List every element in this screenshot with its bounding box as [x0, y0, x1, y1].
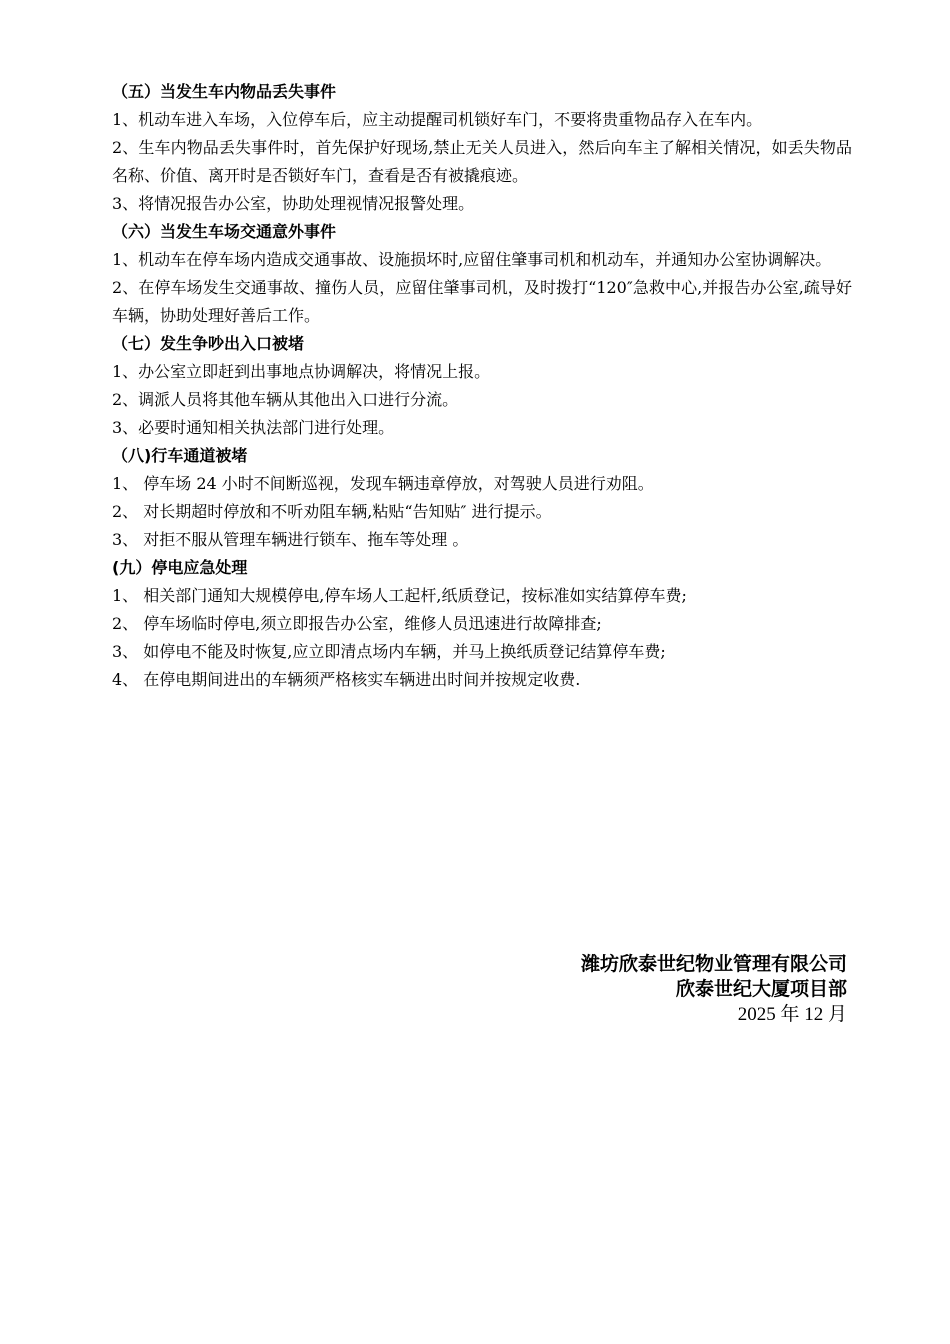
list-item: 2、在停车场发生交通事故、撞伤人员，应留住肇事司机，及时拨打“120″急救中心,并报告办公室,疏导好车辆，协助处理好善后工作。 [112, 278, 852, 325]
list-item: 3、必要时通知相关执法部门进行处理。 [112, 418, 395, 437]
list-item: 2、生车内物品丢失事件时，首先保护好现场,禁止无关人员进入，然后向车主了解相关情况，如丢失物品名称、价值、离开时是否锁好车门，查看是否有被撬痕迹。 [112, 138, 852, 185]
list-item: 3、将情况报告办公室，协助处理视情况报警处理。 [112, 194, 475, 213]
list-item: 2、调派人员将其他车辆从其他出入口进行分流。 [112, 390, 459, 409]
section-heading: （七）发生争吵出入口被堵 [112, 334, 305, 353]
department-name: 欣泰世纪大厦项目部 [675, 978, 847, 1000]
section-heading: (九）停电应急处理 [112, 558, 248, 577]
section-8 [112, 442, 852, 554]
section-9 [112, 554, 852, 694]
section-6 [112, 218, 852, 330]
list-item: 3、 如停电不能及时恢复,应立即清点场内车辆，并马上换纸质登记结算停车费; [112, 642, 666, 661]
section-heading: （六）当发生车场交通意外事件 [112, 222, 337, 241]
signature-block [581, 952, 847, 1027]
list-item: 1、 相关部门通知大规模停电,停车场人工起杆,纸质登记，按标准如实结算停车费; [112, 586, 687, 605]
list-item: 1、 停车场 24 小时不间断巡视，发现车辆违章停放，对驾驶人员进行劝阻。 [112, 474, 654, 493]
list-item: 3、 对拒不服从管理车辆进行锁车、拖车等处理 。 [112, 530, 469, 549]
section-heading: （八)行车通道被堵 [112, 446, 248, 465]
company-name: 潍坊欣泰世纪物业管理有限公司 [580, 953, 847, 975]
list-item: 1、机动车在停车场内造成交通事故、设施损坏时,应留住肇事司机和机动车，并通知办公室协调解决。 [112, 250, 832, 269]
section-heading: （五）当发生车内物品丢失事件 [112, 82, 337, 101]
list-item: 2、 对长期超时停放和不听劝阻车辆,粘贴“告知贴″ 进行提示。 [112, 502, 552, 521]
list-item: 1、机动车进入车场，入位停车后，应主动提醒司机锁好车门，不要将贵重物品存入在车内。 [112, 110, 763, 129]
section-7 [112, 330, 852, 442]
list-item: 2、 停车场临时停电,须立即报告办公室，维修人员迅速进行故障排查; [112, 614, 602, 633]
document-body [112, 78, 852, 694]
signature-date: 2025 年 12 月 [737, 1004, 847, 1025]
section-5 [112, 78, 852, 218]
list-item: 1、办公室立即赶到出事地点协调解决，将情况上报。 [112, 362, 491, 381]
list-item: 4、 在停电期间进出的车辆须严格核实车辆进出时间并按规定收费. [112, 670, 581, 689]
